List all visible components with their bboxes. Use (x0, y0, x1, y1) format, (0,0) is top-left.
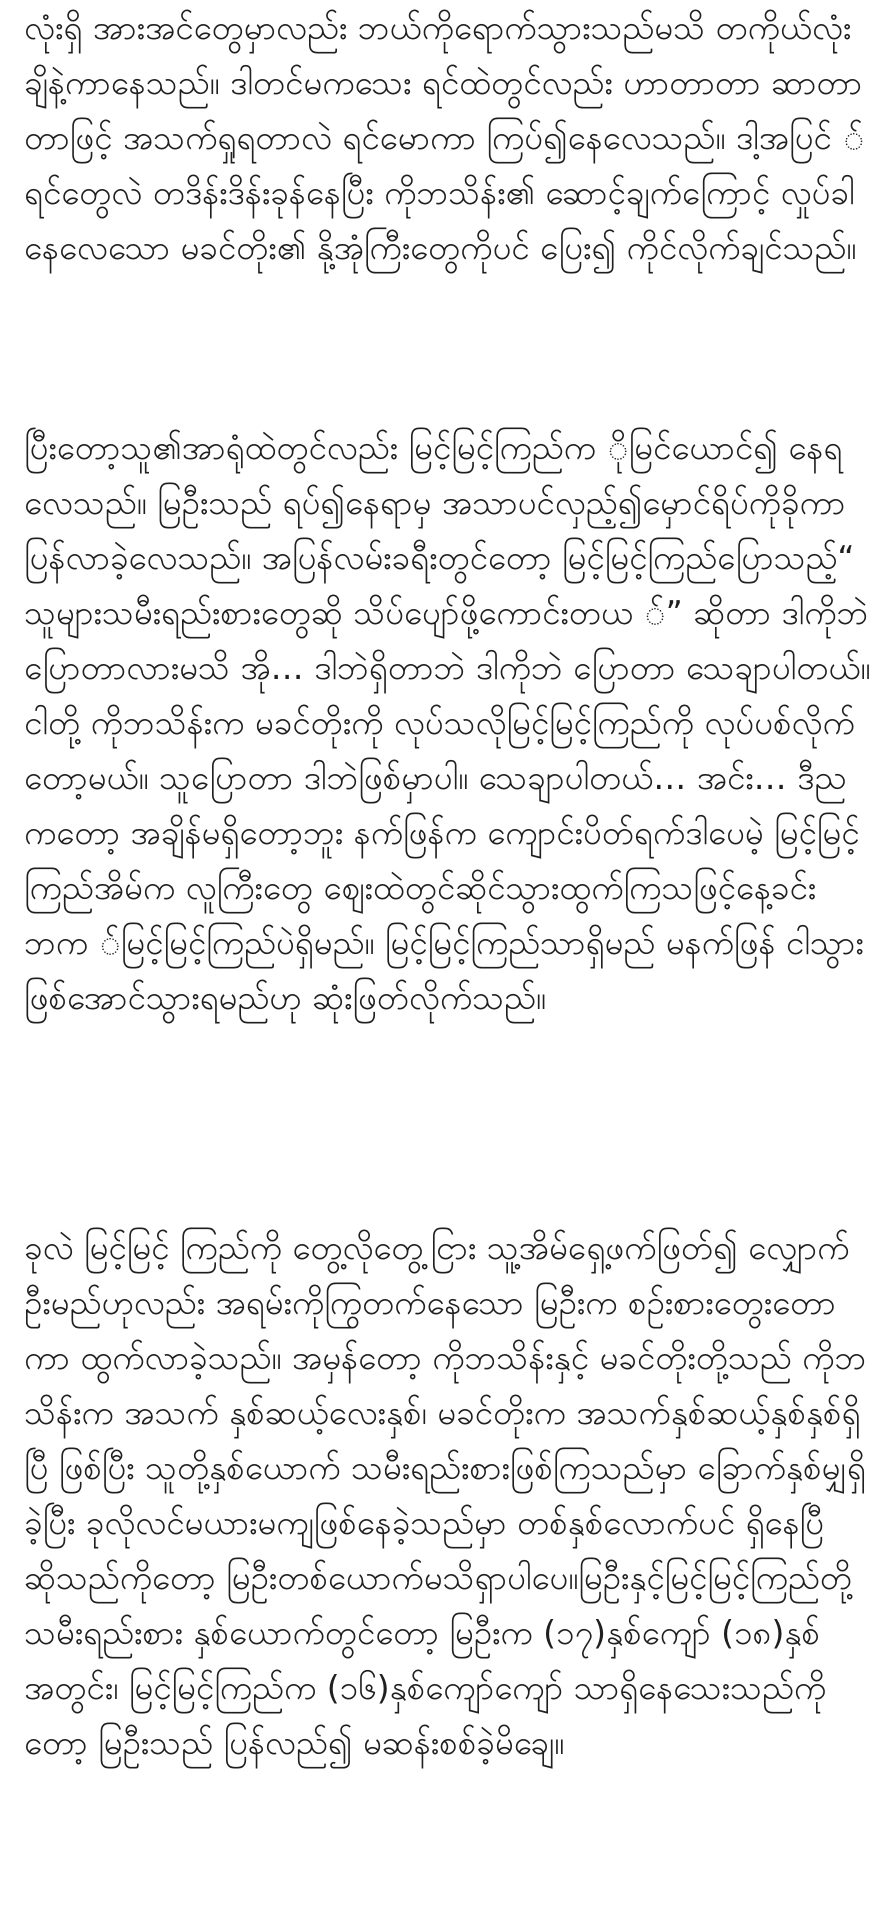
story-paragraph-1: လုံးရှိ အားအင်တွေမှာလည်း ဘယ်ကိုရောက်သွားသည်မသိ တကိုယ်လုံးချိနဲ့ကာနေသည်။ ဒါတင်မကသေး ရင်ထဲတွင်လည်း ဟာတာတာ ဆာတာတာဖြင့် အသက်ရှုရတာလဲ ရင်မောကာ ကြပ်၍နေလေသည်။ ဒါ့အပြင် ်ရင်တွေလဲ တဒိန်းဒိန်းခုန်နေပြီး ကိုဘသိန်း၏ ဆောင့်ချက်ကြောင့် လှုပ်ခါနေလေသော မခင်တိုး၏ နို့အုံကြီးတွေကိုပင် ပြေး၍ ကိုင်လိုက်ချင်သည်။ (24, 8, 865, 267)
story-paragraph-3: ခုလဲ မြင့်မြင့် ကြည်ကို တွေ့လိုတွေ့ငြား သူ့အိမ်ရှေ့ဖက်ဖြတ်၍ လျှောက်ဦးမည်ဟုလည်း အရမ်းကိုကြွတက်နေသော မြဦးက စဉ်းစားတွေးတောကာ ထွက်လာခဲ့သည်။ အမှန်တော့ ကိုဘသိန်းနှင့် မခင်တိုးတို့သည် ကိုဘသိန်းက အသက် နှစ်ဆယ့်လေးနှစ်၊ မခင်တိုးက အသက်နှစ်ဆယ့်နှစ်နှစ်ရှိပြီ ဖြစ်ပြီး သူတို့နှစ်ယောက် သမီးရည်းစားဖြစ်ကြသည်မှာ ခြောက်နှစ်မျှရှိခဲ့ပြီး ခုလိုလင်မယားမကျဖြစ်နေခဲ့သည်မှာ တစ်နှစ်လောက်ပင် ရှိနေပြီဆိုသည်ကိုတော့ မြဦးတစ်ယောက်မသိရှာပါပေ။မြဦးနှင့်မြင့်မြင့်ကြည်တို့ သမီးရည်းစား နှစ်ယောက်တွင်တော့ မြဦးက (၁၇)နှစ်ကျော် (၁၈)နှစ်အတွင်း၊ မြင့်မြင့်ကြည်က (၁၆)နှစ်ကျော်ကျော် သာရှိနေသေးသည်ကိုတော့ မြဦးသည် ပြန်လည်၍ မဆန်းစစ်ခဲ့မိချေ။ (24, 1228, 867, 1762)
story-paragraph-2: ပြီးတော့သူ၏အာရုံထဲတွင်လည်း မြင့်မြင့်ကြည်က ိုမြင်ယောင်၍ နေရလေသည်။ မြဦးသည် ရပ်၍နေရာမှ အသာပင်လှည့်၍မှောင်ရိပ်ကိုခိုကာ ပြန်လာခဲ့လေသည်။ အပြန်လမ်းခရီးတွင်တော့ မြင့်မြင့်ကြည်ပြောသည့်“ သူများသမီးရည်းစားတွေဆို သိပ်ပျော်ဖို့ကောင်းတယ ်” ဆိုတာ ဒါကိုဘဲ ပြောတာလားမသိ အို… ဒါဘဲရှိတာဘဲ ဒါကိုဘဲ ပြောတာ သေချာပါတယ်။ ငါတို့ ကိုဘသိန်းက မခင်တိုးကို လုပ်သလိုမြင့်မြင့်ကြည်ကို လုပ်ပစ်လိုက်တော့မယ်။ သူပြောတာ ဒါဘဲဖြစ်မှာပါ။ သေချာပါတယ်… အင်း… ဒီညကတော့ အချိန်မရှိတော့ဘူး နက်ဖြန်က ကျောင်းပိတ်ရက်ဒါပေမဲ့ မြင့်မြင့်ကြည်အိမ်က လူကြီးတွေ ဈေးထဲတွင်ဆိုင်သွားထွက်ကြသဖြင့်နေ့ခင်း ဘက ်မြင့်မြင့်ကြည်ပဲရှိမည်။ မြင့်မြင့်ကြည်သာရှိမည် မနက်ဖြန် ငါသွားဖြစ်အောင်သွားရမည်ဟု ဆုံးဖြတ်လိုက်သည်။ (24, 428, 871, 1017)
